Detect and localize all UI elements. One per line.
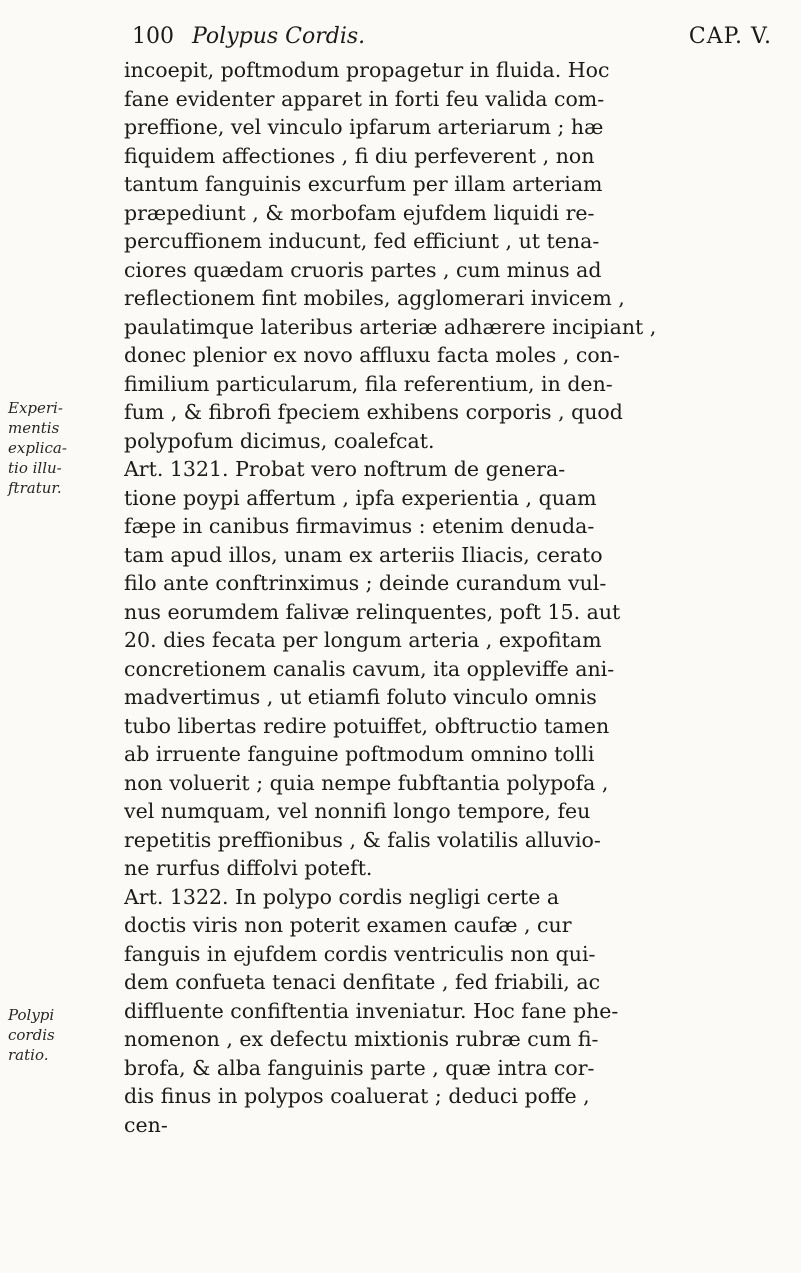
- text-line: reflectionem fint mobiles, agglomerari invicem ,: [124, 286, 625, 310]
- margin-note-line: tio illu-: [8, 459, 62, 477]
- margin-note-experiment: [8, 398, 118, 498]
- text-line: nus eorumdem falivæ relinquentes, poft 15. aut: [124, 599, 621, 624]
- text-line: fimilium particularum, fila referentium, in den-: [124, 371, 613, 396]
- text-line: polypofum dicimus, coalefcat.: [124, 428, 435, 453]
- page-number: 100: [132, 24, 174, 49]
- chapter-label: CAP. V.: [688, 24, 772, 49]
- margin-note-line: cordis: [8, 1026, 55, 1044]
- margin-note-line: mentis: [8, 419, 60, 437]
- text-line: paulatimque lateribus arteriæ adhærere incipiant ,: [124, 314, 657, 339]
- text-line: tubo libertas redire potuiffet, obftructio tamen: [124, 713, 610, 738]
- text-line: incoepit, poftmodum propagetur in fluida. Hoc: [124, 58, 610, 82]
- margin-note-line: ftratur.: [8, 479, 62, 497]
- margin-note-line: Experi-: [8, 399, 63, 417]
- text-line: vel numquam, vel nonnifi longo tempore, feu: [124, 799, 591, 823]
- text-line: nomenon , ex defectu mixtionis rubræ cum fi-: [124, 1027, 599, 1051]
- text-line: 20. dies fecata per longum arteria , expofitam: [124, 628, 602, 652]
- text-line: Art. 1322. In polypo cordis negligi certe a: [124, 884, 560, 909]
- text-line: percuffionem inducunt, fed efficiunt , ut tena-: [124, 229, 600, 253]
- text-line: tam apud illos, unam ex arteriis Iliacis, cerato: [124, 542, 603, 567]
- margin-note-line: Polypi: [8, 1006, 55, 1024]
- text-line: præpediunt , & morbofam ejufdem liquidi re-: [124, 200, 595, 225]
- text-line: fiquidem affectiones , fi diu perfeverent , non: [124, 143, 595, 168]
- text-line: fæpe in canibus firmavimus : etenim denuda-: [124, 514, 595, 538]
- text-line: donec plenior ex novo affluxu facta moles , con-: [124, 343, 620, 367]
- margin-note-line: ratio.: [8, 1046, 49, 1064]
- text-line: dem confueta tenaci denfitate , fed friabili, ac: [124, 970, 601, 994]
- text-line: ne rurfus diffolvi poteft.: [124, 856, 373, 880]
- text-line: dis finus in polypos coaluerat ; deduci poffe ,: [124, 1084, 590, 1108]
- text-line: Art. 1321. Probat vero noftrum de genera-: [124, 457, 566, 481]
- text-line: doctis viris non poterit examen caufæ , cur: [124, 913, 572, 937]
- text-line: tione poypi affertum , ipfa experientia , quam: [124, 485, 597, 510]
- margin-note-polypus: [8, 1005, 118, 1065]
- text-line: tantum fanguinis excurfum per illam arteriam: [124, 172, 603, 196]
- text-line: non voluerit ; quia nempe fubftantia polypofa ,: [124, 770, 609, 795]
- text-line: brofa, & alba fanguinis parte , quæ intra cor-: [124, 1055, 595, 1080]
- margin-note-line: explica-: [8, 439, 67, 457]
- text-line: preffione, vel vinculo ipfarum arteriarum ; hæ: [124, 115, 604, 139]
- text-line: repetitis preffionibus , & falis volatilis alluvio-: [124, 827, 601, 852]
- text-line: ciores quædam cruoris partes , cum minus ad: [124, 257, 602, 282]
- text-line: fanguis in ejufdem cordis ventriculis non qui-: [124, 941, 596, 966]
- text-line: diffluente confiftentia inveniatur. Hoc fane phe-: [124, 998, 619, 1023]
- text-line: fane evidenter apparet in forti feu valida com-: [124, 86, 605, 111]
- text-line: concretionem canalis cavum, ita oppleviffe ani-: [124, 656, 615, 681]
- running-title: Polypus Cordis.: [192, 24, 366, 49]
- text-line: ab irruente fanguine poftmodum omnino tolli: [124, 742, 595, 766]
- text-line: madvertimus , ut etiamfi foluto vinculo omnis: [124, 685, 597, 709]
- text-line: fum , & fibrofi fpeciem exhibens corporis , quod: [124, 400, 623, 424]
- body-text: [124, 56, 778, 1139]
- page-header: [132, 24, 772, 54]
- text-line: filo ante conftrinximus ; deinde curandum vul-: [124, 571, 607, 595]
- text-line: cen-: [124, 1112, 168, 1137]
